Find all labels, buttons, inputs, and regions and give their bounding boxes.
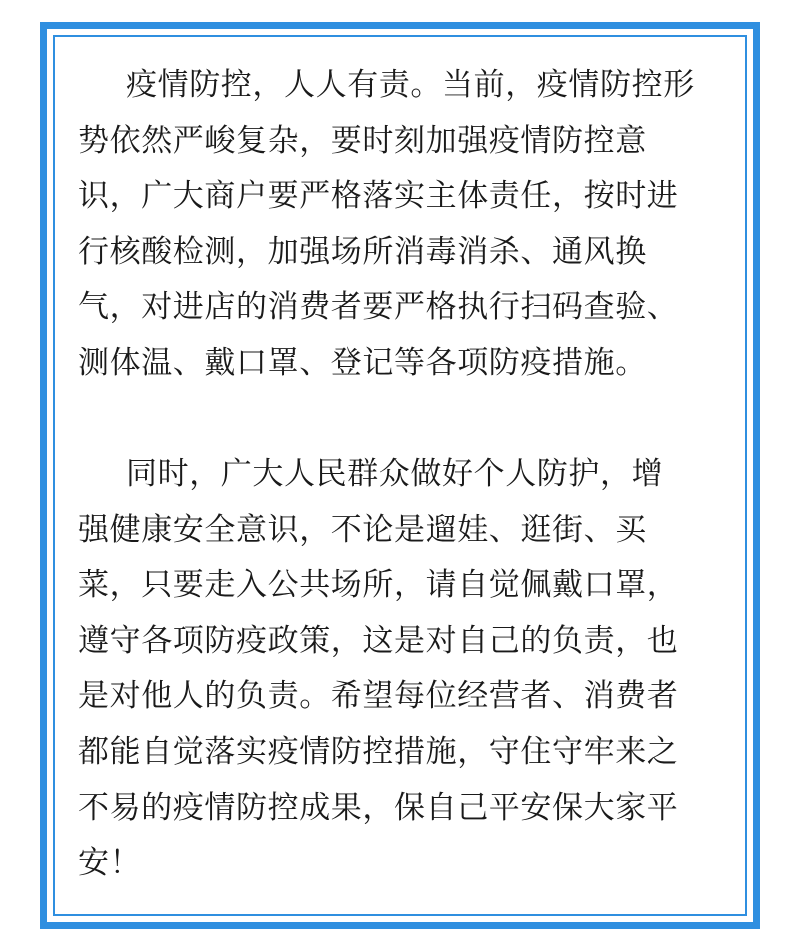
paragraph-1 — [78, 58, 728, 392]
paragraph-2 — [78, 447, 728, 892]
paragraph-line: 都能自觉落实疫情防控措施，守住守牢来之 — [78, 733, 679, 770]
paragraph-line: 测体温、戴口罩、登记等各项防疫措施。 — [78, 344, 647, 381]
paragraph-line: 同时，广大人民群众做好个人防护，增 — [126, 456, 664, 492]
paragraph-line: 势依然严峻复杂，要时刻加强疫情防控意 — [78, 122, 647, 159]
paragraph-line: 识，广大商户要严格落实主体责任，按时进 — [78, 178, 679, 215]
paragraph-line: 不易的疫情防控成果，保自己平安保大家平 — [78, 789, 679, 826]
paragraph-line: 菜，只要走入公共场所，请自觉佩戴口罩， — [78, 567, 679, 604]
paragraph-line: 气，对进店的消费者要严格执行扫码查验、 — [78, 289, 679, 326]
paragraph-line: 强健康安全意识，不论是遛娃、逛街、买 — [78, 511, 647, 548]
paragraph-line: 是对他人的负责。希望每位经营者、消费者 — [78, 678, 679, 715]
paragraph-line: 行核酸检测，加强场所消毒消杀、通风换 — [78, 233, 647, 270]
paragraph-line: 疫情防控，人人有责。当前，疫情防控形 — [126, 67, 695, 103]
paragraph-line: 安！ — [78, 845, 142, 882]
paragraph-line: 遵守各项防疫政策，这是对自己的负责，也 — [78, 622, 679, 659]
